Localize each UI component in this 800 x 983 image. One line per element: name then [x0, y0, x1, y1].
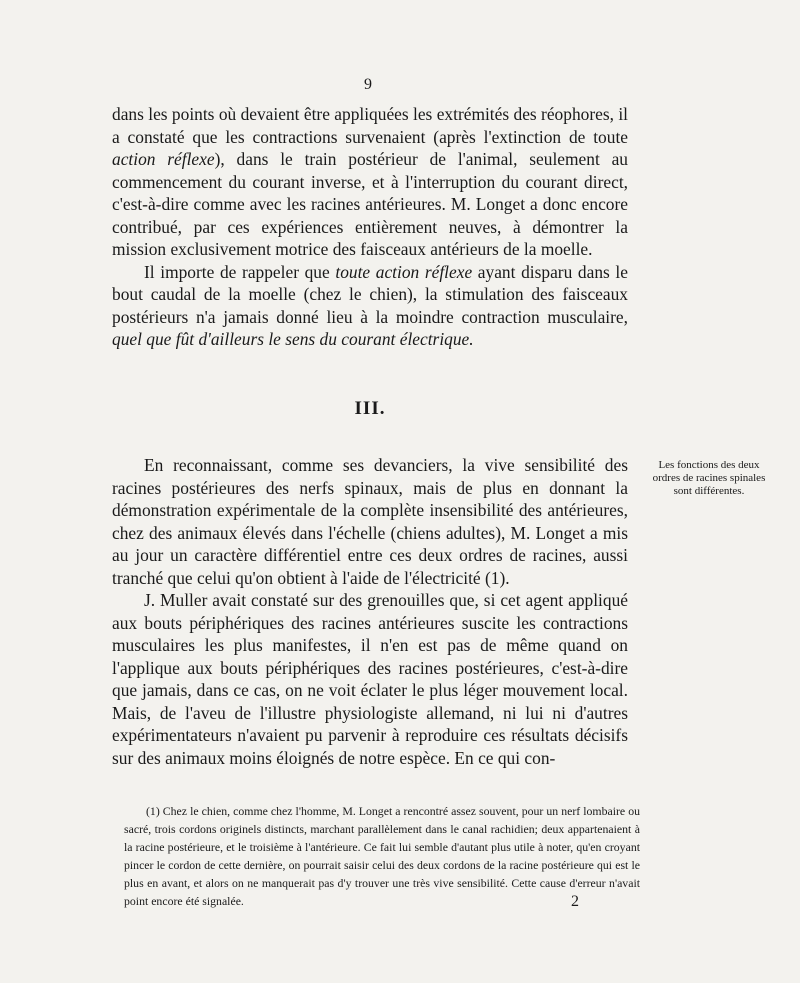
- paragraph-1-text-a: dans les points où devaient être appliquées les extrémités des réophores, il a constaté que les contractions survenaient (après l'extinction de toute: [112, 104, 628, 147]
- paragraph-1-italic: action réflexe: [112, 149, 215, 169]
- paragraph-2-italic-2: quel que fût d'ailleurs le sens du courant électrique.: [112, 329, 474, 349]
- top-text-block: [112, 103, 628, 351]
- paragraph-1: [112, 103, 628, 261]
- paragraph-2: [112, 261, 628, 351]
- paragraph-2-italic-1: toute action réflexe: [335, 261, 473, 282]
- paragraph-1-text-b: ), dans le train postérieur de l'animal, seulement au commencement du courant inverse, et à l'interruption du courant direct, c'est-à-dire comme avec les racines antérieures. M. Longet a donc encore contribué, par ces expériences entièrement neuves, à démontrer la mission exclusivement motrice des faisceaux antérieurs de la moelle.: [112, 149, 628, 259]
- margin-note: Les fonctions des deux ordres de racines spinales sont différentes.: [652, 459, 766, 497]
- paragraph-3: En reconnaissant, comme ses devanciers, la vive sensibilité des racines postérieures des nerfs spinaux, mais de plus en donnant la démonstration expérimentale de la complète insensibilité des antérieures, chez des animaux élevés dans l'échelle (chiens adultes), M. Longet a mis au jour un caractère différentiel entre ces deux ordres de racines, aussi tranché que celui qu'on obtient à l'aide de l'électricité (1).: [112, 455, 628, 588]
- section-heading: III.: [354, 398, 386, 419]
- main-text-block: [112, 454, 628, 769]
- signature-mark: 2: [571, 893, 579, 910]
- footnote-text: (1) Chez le chien, comme chez l'homme, M. Longet a rencontré assez souvent, pour un nerf lombaire ou sacré, trois cordons originels distincts, marchant parallèlement dans le canal rachidien; deux appartenaient à la racine postérieure, et le troisième à l'antérieure. Ce fait lui semble d'autant plus utile à noter, qu'en croyant pincer le cordon de cette dernière, on pourrait saisir celui des deux cordons de la racine postérieure qui est le plus en avant, et alors on ne manquerait pas d'y trouver une très vive sensibilité. Cette cause d'erreur n'avait point encore été signalée.: [124, 804, 640, 908]
- paragraph-4: J. Muller avait constaté sur des grenouilles que, si cet agent appliqué aux bouts périphériques des racines antérieures suscite les contractions musculaires les plus manifestes, il n'en est pas de même quand on l'applique aux bouts périphériques des racines postérieures, c'est-à-dire que jamais, dans ce cas, on ne voit éclater le plus léger mouvement local. Mais, de l'aveu de l'illustre physiologiste allemand, ni lui ni d'autres expérimentateurs n'avaient pu parvenir à reproduire ces résultats décisifs sur des animaux moins éloignés de notre espèce. En ce qui con-: [112, 590, 628, 768]
- paragraph-2-text-a: Il importe de rappeler que: [144, 261, 336, 282]
- page-number: 9: [364, 76, 372, 93]
- paragraph-2-text-b: ayant disparu dans le bout caudal de la moelle (chez le chien), la stimulation des faisceaux postérieurs n'a jamais donné lieu à la moindre contraction musculaire,: [112, 261, 628, 327]
